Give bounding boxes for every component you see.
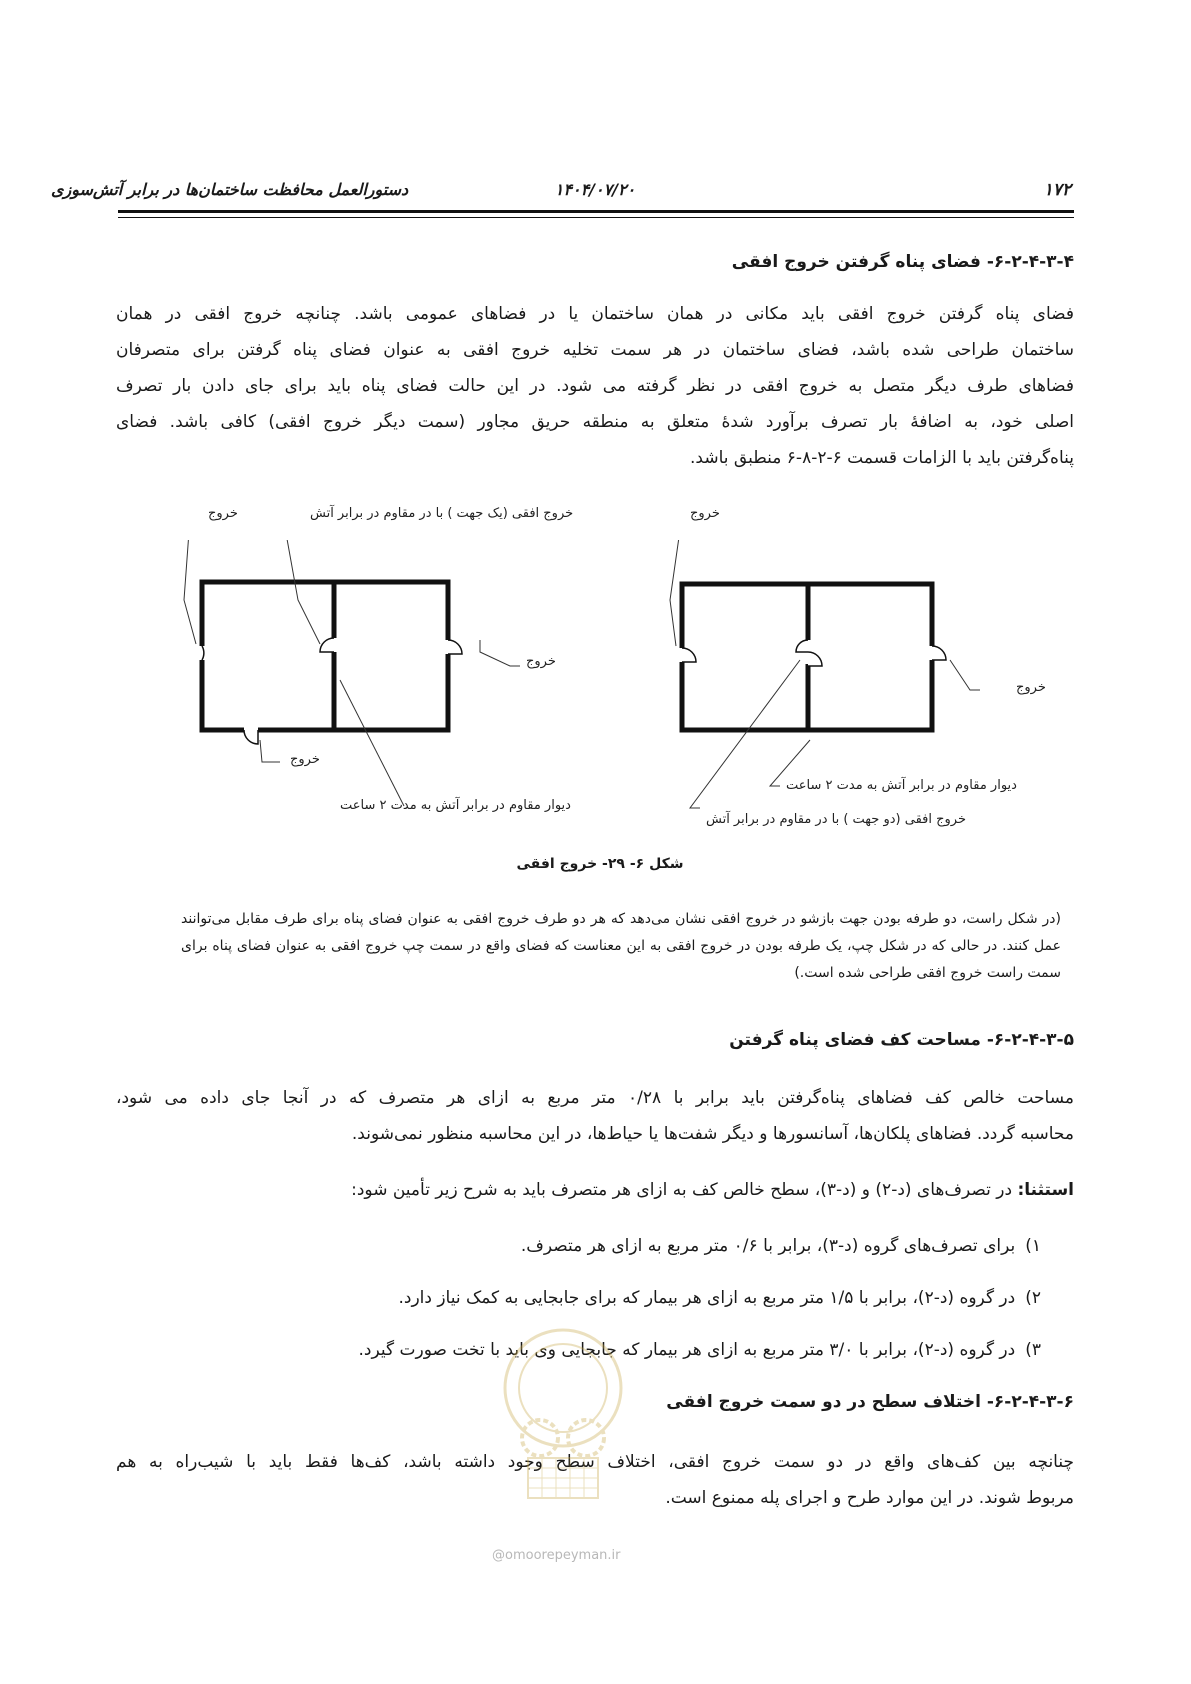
door-swing-middle [320,638,334,652]
label-right-fire-wall: دیوار مقاوم در برابر آتش به مدت ۲ ساعت [786,778,1017,793]
header-rule-thick [118,210,1074,213]
figure-caption: شکل ۶- ۲۹- خروج افقی [516,856,684,872]
list-item-number: ۱) [1025,1236,1041,1256]
label-left-one-way-door: خروج افقی (یک جهت ) با در مقاوم در برابر آتش [310,506,574,521]
section-heading-refuge-space: ۶-۲-۴-۳-۴- فضای پناه گرفتن خروج افقی [731,252,1074,272]
paragraph-line: فضاهای طرف دیگر متصل به خروج افقی در نظر گرفته می شود. در این حالت فضای پناه باید برای جای دادن بار تصرف [116,376,1074,396]
exception-line [351,1180,1074,1200]
label-right-exit-top: خروج [690,506,720,521]
exception-text: در تصرف‌های (د-۲) و (د-۳)، سطح خالص کف به ازای هر متصرف باید به شرح زیر تأمین شود: [351,1180,1018,1200]
watermark-url: @omoorepeyman.ir [492,1548,621,1563]
figure-note: (در شکل راست، دو طرفه بودن جهت بازشو در خروج افقی نشان می‌دهد که هر دو طرف خروج افقی به عنوان فضای پناه برای طرف مقابل می‌توانند عمل کنند. در حالی که در شکل چپ، یک طرفه بودن در خروج افقی به این معناست که فضای واقع در سمت چپ خروج افقی به عنوان فضای پناه برای سمت راست خروج افقی طراحی شده است.) [181,911,1061,981]
section2-paragraph [116,1080,1074,1152]
header-date: ۱۴۰۴/۰۷/۲۰ [554,180,636,199]
door-swing-left [202,646,204,660]
section1-paragraph [116,296,1074,476]
watermark-logo-icon [488,1318,638,1508]
header-title: دستورالعمل محافظت ساختمان‌ها در برابر آتش‌سوزی [51,180,409,199]
door-swing-bottom [244,730,258,744]
list-item-number: ۲) [1025,1288,1041,1308]
paragraph-line: پناه‌گرفتن باید با الزامات قسمت ۶-۲-۸-۶ منطبق باشد. [690,448,1074,468]
list-item-text: برای تصرف‌های گروه (د-۳)، برابر با ۰/۶ متر مربع به ازای هر متصرف. [520,1236,1016,1256]
list-item-number: ۳) [1025,1340,1041,1360]
label-right-two-way-door: خروج افقی (دو جهت ) با در مقاوم در برابر آتش [706,812,966,827]
paragraph-line: اصلی خود، به اضافهٔ بار تصرف برآورد شدهٔ متعلق به منطقه حریق مجاور (سمت دیگر خروج افقی) کافی باشد. فضای [116,412,1074,432]
paragraph-line: مساحت خالص کف فضاهای پناه‌گرفتن باید برابر با ۰/۲۸ متر مربع به ازای هر متصرف که در آنجا جای داده می شود، [116,1088,1074,1108]
building-outline [202,582,448,730]
section-heading-level-difference: ۶-۲-۴-۳-۶- اختلاف سطح در دو سمت خروج افقی [666,1392,1074,1412]
door-swing-right [448,640,462,654]
door-swing-right [932,646,946,660]
exception-label: استثنا: [1017,1180,1074,1200]
paragraph-line: مربوط شوند. در این موارد طرح و اجرای پله ممنوع است. [665,1488,1074,1508]
paragraph-line: چنانچه بین کف‌های واقع در دو سمت خروج افقی، اختلاف سطح وجود داشته باشد، کف‌ها فقط باید با شیب‌راه به هم [116,1452,1074,1472]
door-swing-left [682,648,696,662]
list-item-text: در گروه (د-۲)، برابر با ۱/۵ متر مربع به ازای هر بیمار که برای جابجایی به کمک نیاز دارد. [398,1288,1016,1308]
list-item-text: در گروه (د-۲)، برابر با ۳/۰ متر مربع به ازای هر بیمار که جابجایی وی باید با تخت صورت گیرد. [358,1340,1016,1360]
diagram-one-way-exit [180,540,620,820]
paragraph-line: فضای پناه گرفتن خروج افقی باید مکانی در همان ساختمان یا در فضاهای عمومی باشد. چنانچه خروج افقی در همان [116,304,1074,324]
label-left-exit-top: خروج [208,506,238,521]
label-left-exit-bottom: خروج [290,752,320,767]
label-right-exit-right: خروج [1016,680,1046,695]
door-swing-middle-b [808,652,822,666]
list-item [398,1288,1041,1308]
paragraph-line: محاسبه گردد. فضاهای پلکان‌ها، آسانسورها و دیگر شفت‌ها یا حیاط‌ها، در این محاسبه منظور نمی‌شوند. [351,1124,1074,1144]
list-item [359,1340,1041,1360]
section-heading-floor-area: ۶-۲-۴-۳-۵- مساحت کف فضای پناه گرفتن [729,1030,1074,1050]
header-rule-thin [118,217,1074,218]
list-item [521,1236,1041,1256]
label-left-fire-wall: دیوار مقاوم در برابر آتش به مدت ۲ ساعت [340,798,571,813]
page-number: ۱۷۲ [1043,180,1071,200]
door-swing-middle-a [796,640,808,652]
label-left-exit-right: خروج [526,654,556,669]
paragraph-line: ساختمان طراحی شده باشد، فضای ساختمان در هر سمت تخلیه خروج افقی به عنوان فضای پناه گرفتن برای متصرفان [116,340,1074,360]
